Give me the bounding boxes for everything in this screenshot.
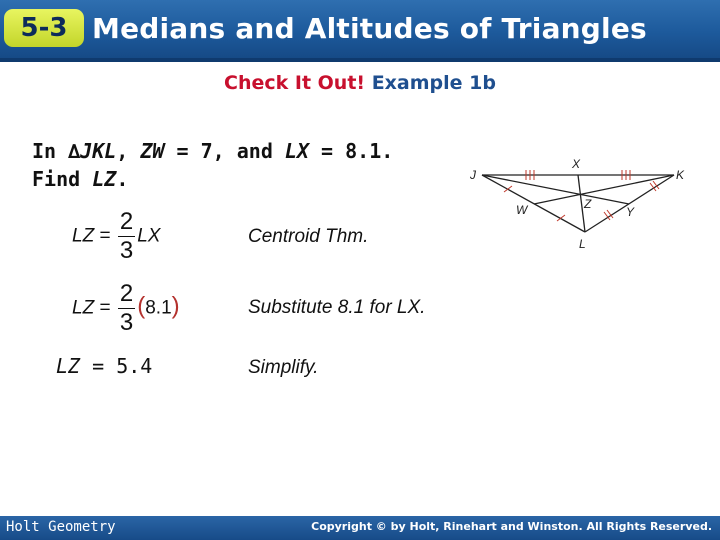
vertex-label-k: K: [676, 168, 685, 182]
point-label-y: Y: [626, 205, 635, 219]
equation-lhs: LZ: [56, 354, 81, 378]
equation-result: = 5.4: [80, 354, 153, 378]
segment-zw: ZW: [140, 139, 165, 163]
side-jl: [482, 175, 585, 232]
equation-step-1: [72, 210, 160, 263]
problem-text: = 7, and: [164, 139, 285, 163]
equation-lhs: LZ: [72, 297, 95, 319]
fraction-denominator: 3: [119, 309, 134, 336]
right-paren: ): [171, 292, 180, 320]
footer-course-name: Holt Geometry: [6, 519, 116, 535]
segment-lx: LX: [284, 139, 309, 163]
footer-bar: [0, 516, 720, 540]
equation-rhs: LX: [137, 225, 161, 247]
equation-step-3: [56, 354, 152, 378]
vertex-label-l: L: [579, 237, 586, 251]
fraction-numerator: 2: [119, 280, 134, 307]
problem-line-2: [32, 165, 393, 193]
example-heading: [0, 72, 720, 94]
triangle-figure: [468, 150, 690, 254]
fraction: [118, 210, 135, 263]
problem-text: = 8.1.: [309, 139, 394, 163]
reason-step-2: Substitute 8.1 for LX.: [248, 297, 426, 318]
footer-copyright: Copyright © by Holt, Rinehart and Winston. All Rights Reserved.: [311, 520, 712, 533]
fraction-numerator: 2: [119, 208, 134, 235]
vertex-label-j: J: [470, 168, 476, 182]
title-bar-divider: [0, 58, 720, 62]
point-label-z: Z: [584, 197, 592, 211]
problem-text: In: [32, 139, 69, 163]
problem-text: .: [116, 167, 129, 191]
equation-step-2: [72, 282, 180, 335]
example-label: Example 1b: [371, 72, 496, 94]
fraction-denominator: 3: [119, 237, 134, 264]
problem-text: Find: [32, 167, 93, 191]
side-kl: [585, 175, 674, 232]
equals-sign: =: [99, 297, 111, 319]
reason-step-1: Centroid Thm.: [248, 226, 369, 247]
problem-text: ,: [116, 139, 141, 163]
title-bar: [0, 0, 720, 58]
substituted-value: 8.1: [145, 297, 172, 319]
fraction: [118, 282, 135, 335]
triangle-name: ∆JKL: [68, 139, 117, 163]
lesson-number-badge: 5-3: [4, 9, 84, 47]
check-it-out-label: Check It Out!: [224, 72, 366, 94]
segment-lz: LZ: [92, 167, 117, 191]
point-label-w: W: [516, 203, 528, 217]
point-label-x: X: [572, 157, 581, 171]
lesson-title: Medians and Altitudes of Triangles: [92, 12, 647, 45]
equals-sign: =: [99, 225, 111, 247]
reason-step-3: Simplify.: [248, 357, 319, 378]
equation-lhs: LZ: [72, 225, 95, 247]
problem-statement: [32, 137, 393, 193]
problem-line-1: [32, 137, 393, 165]
left-paren: (: [137, 292, 146, 320]
